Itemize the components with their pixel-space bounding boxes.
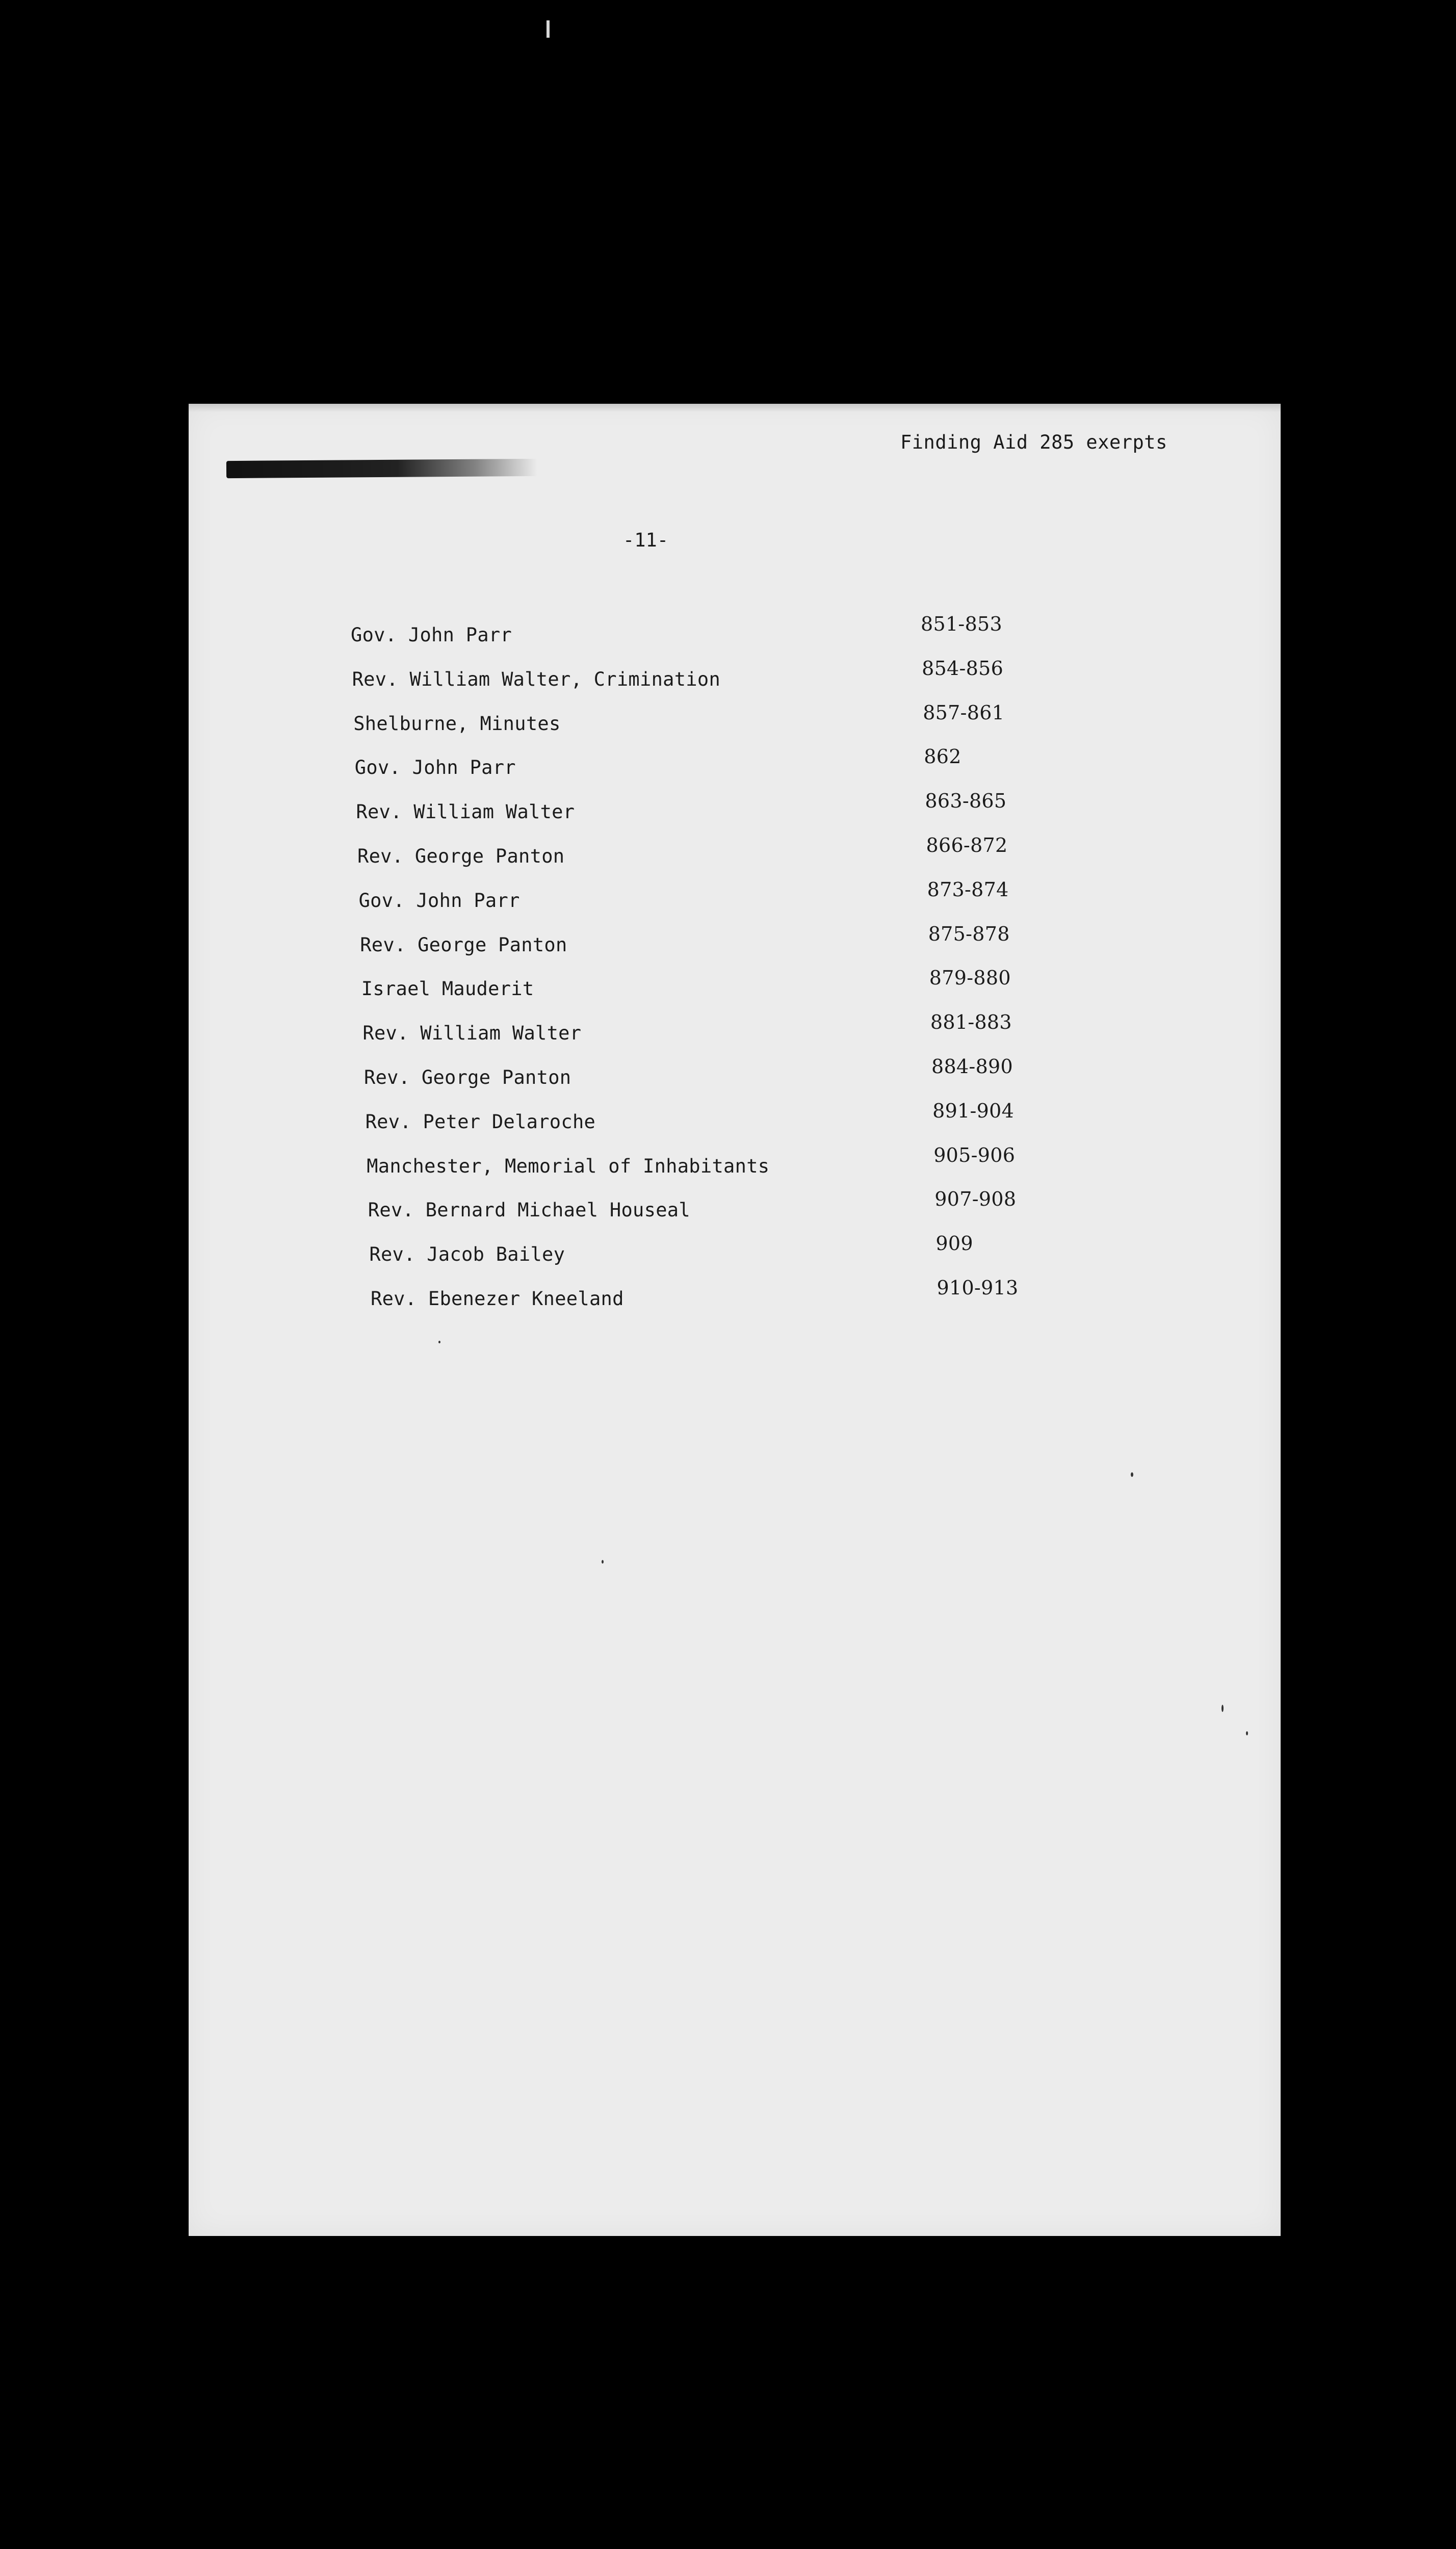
entry-name: Rev. William Walter [362, 1022, 582, 1045]
entry-pages: 851-853 [921, 613, 1003, 635]
entry-name: Rev. William Walter, Crimination [352, 668, 721, 690]
entry-pages: 875-878 [928, 922, 1010, 945]
entry-name: Rev. George Panton [360, 933, 567, 956]
entry-name: Rev. William Walter [356, 801, 575, 823]
entry-name: Gov. John Parr [358, 889, 520, 912]
entry-pages: 907-908 [934, 1188, 1017, 1211]
entry-pages: 910-913 [937, 1277, 1019, 1299]
entry-name: Rev. George Panton [357, 845, 565, 867]
entry-pages: 854-856 [922, 657, 1004, 680]
entry-pages: 909 [935, 1232, 973, 1255]
scan-speck [1131, 1472, 1133, 1477]
entry-pages: 863-865 [925, 790, 1007, 813]
document-page [189, 404, 1281, 2236]
entry-name: Rev. Jacob Bailey [369, 1243, 565, 1266]
entry-pages: 905-906 [933, 1143, 1016, 1166]
entry-name: Israel Mauderit [361, 978, 534, 1000]
entry-pages: 866-872 [926, 834, 1008, 856]
entry-pages: 891-904 [932, 1099, 1015, 1122]
entry-pages: 857-861 [923, 701, 1005, 724]
entry-name: Rev. Ebenezer Kneeland [371, 1288, 624, 1310]
entry-name: Manchester, Memorial of Inhabitants [367, 1155, 770, 1177]
film-edge-mark [547, 20, 550, 38]
entry-pages: 879-880 [929, 967, 1011, 990]
entry-name: Rev. George Panton [364, 1067, 571, 1088]
entry-pages: 862 [924, 745, 961, 768]
entry-pages: 873-874 [927, 878, 1009, 901]
scan-speck [438, 1341, 440, 1343]
scan-speck [602, 1560, 604, 1564]
document-header: Finding Aid 285 exerpts [900, 431, 1167, 453]
entry-name: Shelburne, Minutes [353, 712, 561, 735]
scan-speck [1246, 1731, 1248, 1735]
entry-name: Gov. John Parr [354, 757, 516, 779]
page-number: -11- [623, 529, 669, 551]
entry-list [189, 404, 1281, 2236]
entry-pages: 881-883 [930, 1011, 1012, 1034]
entry-pages: 884-890 [931, 1055, 1013, 1078]
scan-speck [1221, 1705, 1224, 1712]
entry-name: Rev. Peter Delaroche [365, 1110, 596, 1133]
entry-name: Gov. John Parr [351, 624, 512, 646]
entry-name: Rev. Bernard Michael Houseal [368, 1199, 690, 1221]
